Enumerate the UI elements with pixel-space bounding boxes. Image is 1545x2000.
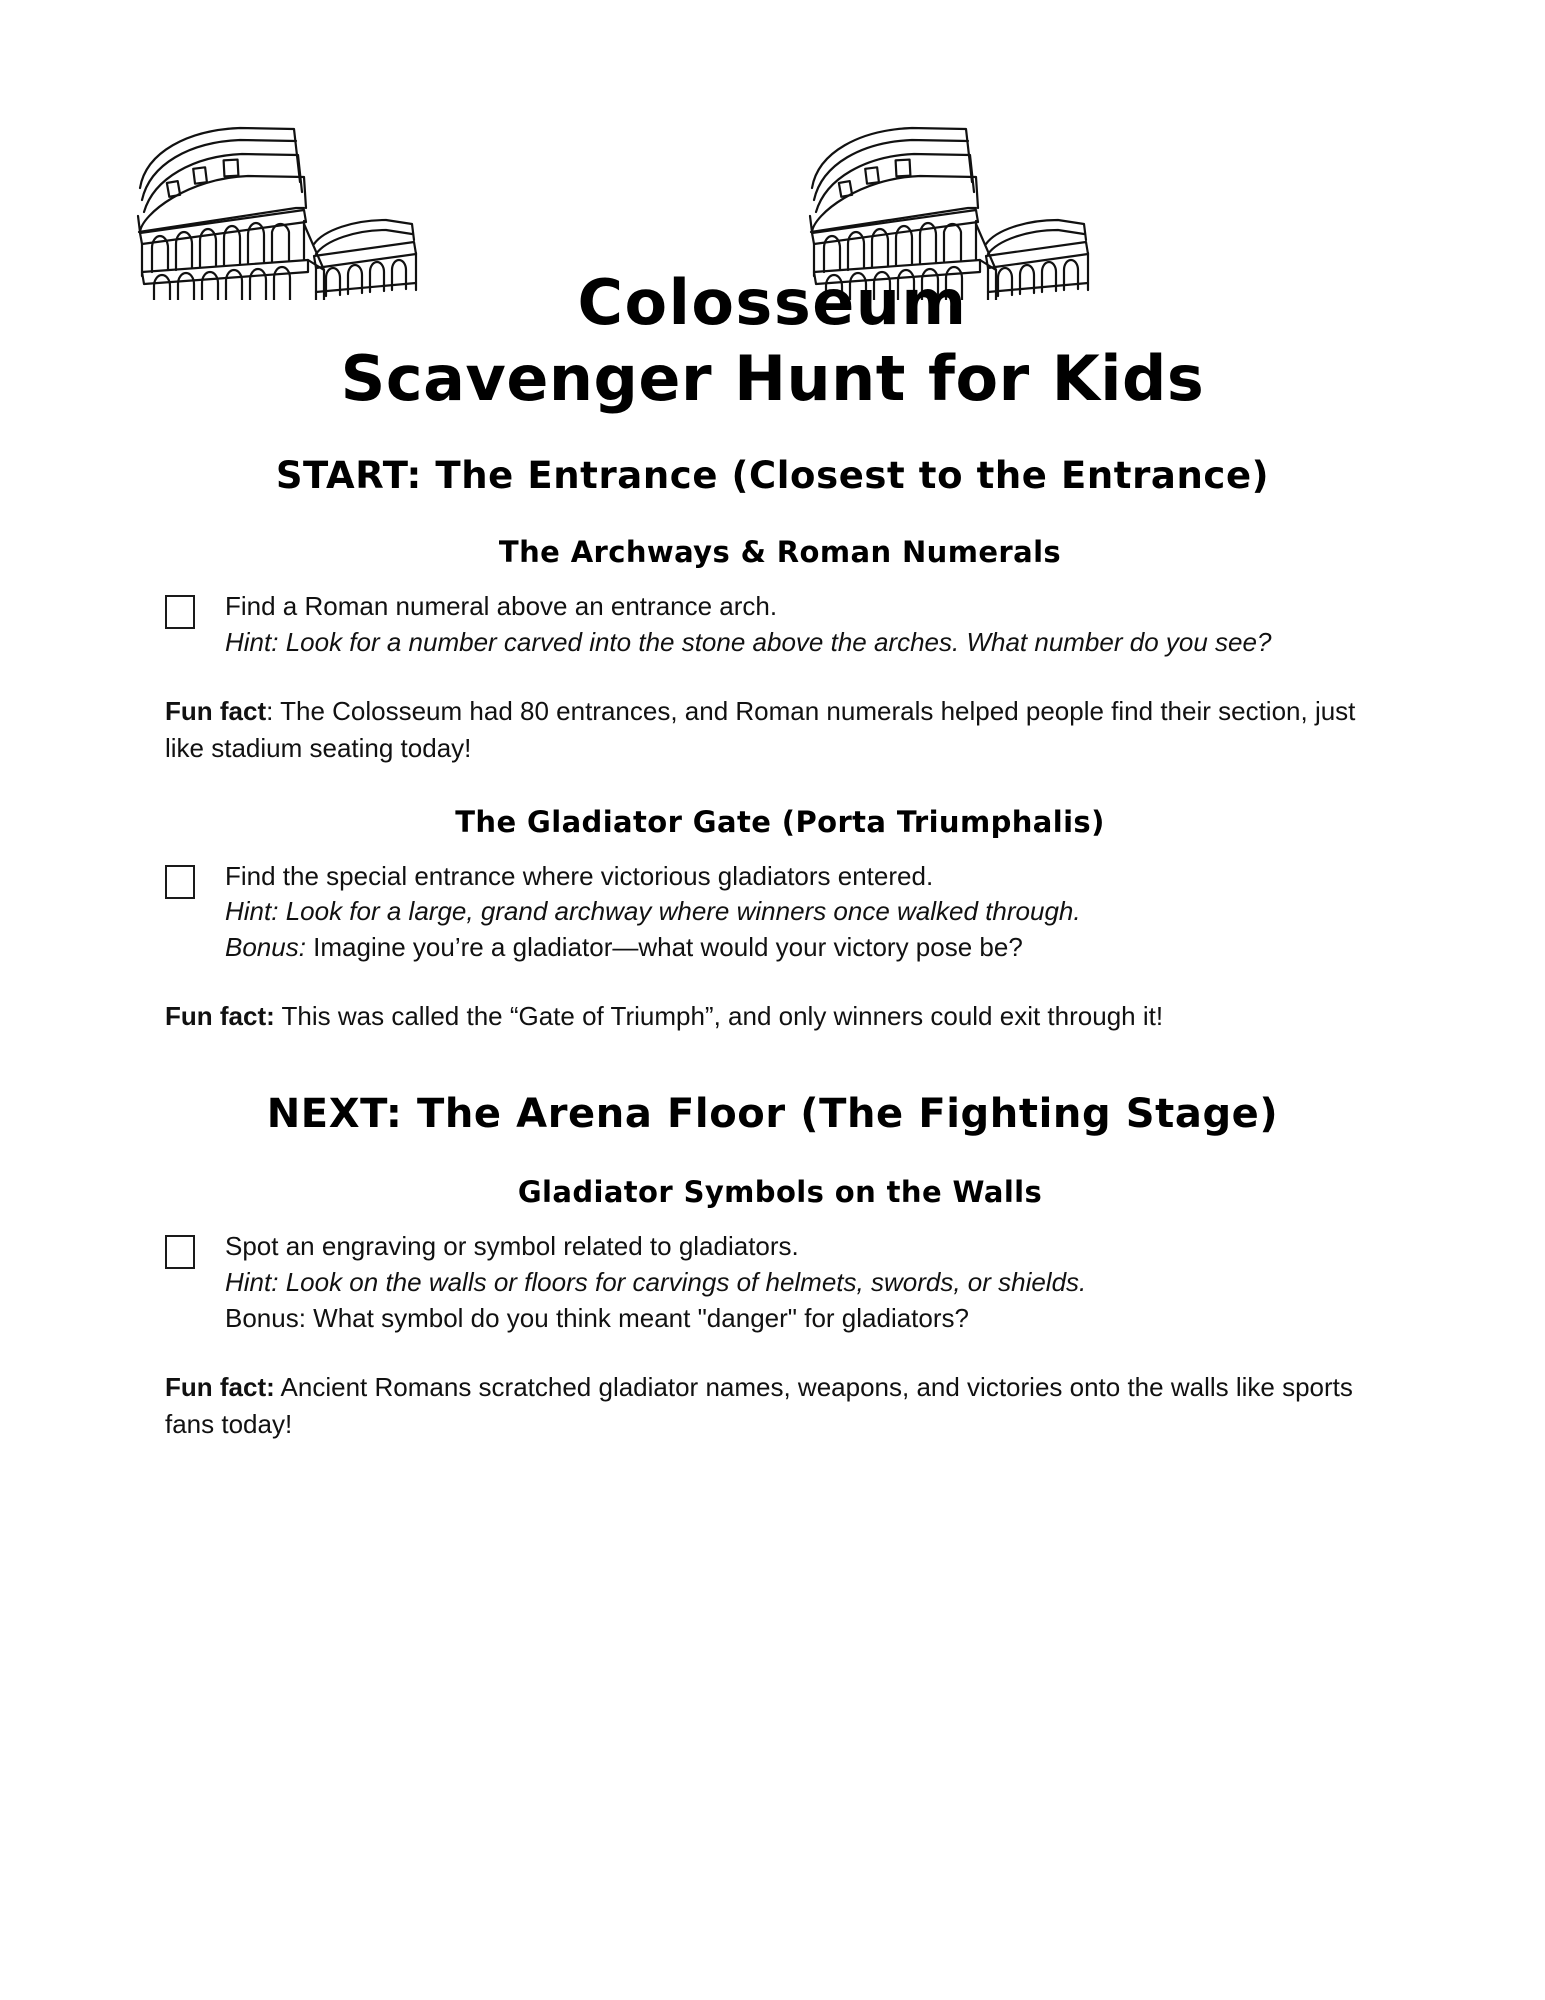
page-header <box>0 0 1545 339</box>
task-item <box>165 1229 1395 1337</box>
bonus-text: Imagine you’re a gladiator—what would your victory pose be? <box>305 932 1023 963</box>
task-checkbox[interactable] <box>165 595 195 629</box>
page-subtitle: Scavenger Hunt for Kids <box>340 342 1205 415</box>
task-bonus <box>225 1301 1395 1337</box>
task-hint <box>225 1265 1395 1301</box>
bonus-label: Bonus: <box>225 1302 306 1333</box>
task-bonus <box>225 930 1395 966</box>
fun-fact <box>165 1369 1395 1443</box>
fun-fact <box>165 693 1395 767</box>
hint-text: Look for a large, grand archway where winners once walked through. <box>285 896 1081 927</box>
subsection-heading-archways: The Archways & Roman Numerals <box>498 535 1062 569</box>
task-text: Find the special entrance where victorious gladiators entered. <box>225 860 934 891</box>
fun-fact-text: Ancient Romans scratched gladiator names, weapons, and victories onto the walls like sports fans today! <box>165 1371 1353 1439</box>
fun-fact-label: Fun fact: <box>165 1001 275 1032</box>
fun-fact <box>165 998 1395 1035</box>
content-area-2 <box>0 1175 1545 1442</box>
section-heading-start: START: The Entrance (Closest to the Entrance) <box>275 454 1270 497</box>
bonus-label: Bonus: <box>225 932 306 963</box>
hint-label: Hint: <box>225 1266 279 1297</box>
task-checkbox[interactable] <box>165 865 195 899</box>
section-heading-next: NEXT: The Arena Floor (The Fighting Stage) <box>266 1091 1279 1138</box>
fun-fact-text: This was called the “Gate of Triumph”, and only winners could exit through it! <box>274 1001 1164 1032</box>
task-text: Find a Roman numeral above an entrance arch. <box>225 591 778 621</box>
task-hint <box>225 625 1395 661</box>
bonus-text: What symbol do you think meant "danger" for gladiators? <box>305 1302 969 1333</box>
hint-label: Hint: <box>225 626 279 657</box>
fun-fact-label: Fun fact: <box>165 1371 275 1402</box>
hint-text: Look for a number carved into the stone above the arches. What number do you see? <box>285 626 1272 657</box>
task-item <box>165 859 1395 967</box>
hint-text: Look on the walls or floors for carvings of helmets, swords, or shields. <box>285 1266 1087 1297</box>
fun-fact-text: The Colosseum had 80 entrances, and Roman numerals helped people find their section, just like stadium seating today! <box>165 695 1356 763</box>
fun-fact-label: Fun fact <box>165 695 267 726</box>
task-text: Spot an engraving or symbol related to gladiators. <box>225 1231 799 1262</box>
task-item <box>165 589 1395 661</box>
content-area <box>0 535 1545 1035</box>
fun-fact-separator: : <box>266 695 274 726</box>
subsection-heading-gladiator-gate: The Gladiator Gate (Porta Triumphalis) <box>455 804 1105 839</box>
hint-label: Hint: <box>225 896 279 927</box>
page-title: Colosseum <box>577 266 968 339</box>
subsection-heading-gladiator-symbols: Gladiator Symbols on the Walls <box>517 1175 1043 1210</box>
task-checkbox[interactable] <box>165 1235 195 1269</box>
task-hint <box>225 894 1395 930</box>
